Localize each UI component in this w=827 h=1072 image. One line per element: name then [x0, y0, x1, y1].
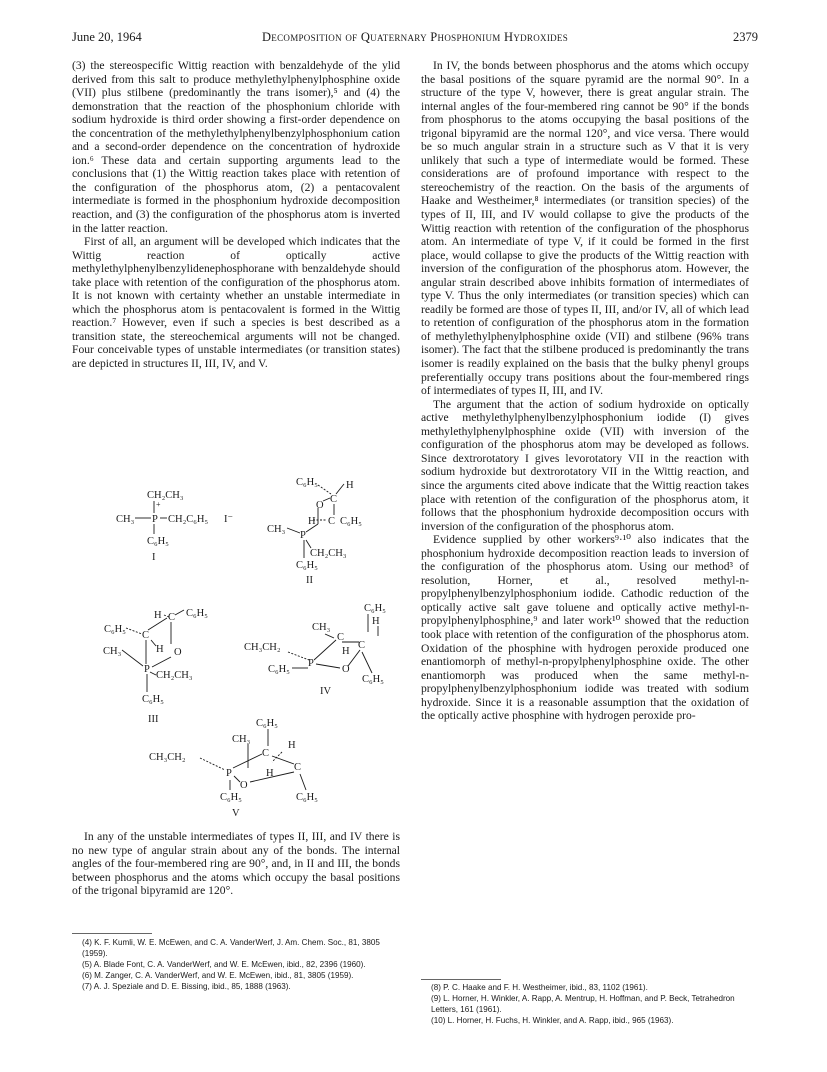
structure-I [116, 490, 233, 563]
atom-label: I⁻ [224, 514, 234, 525]
structure-number: I [152, 552, 156, 563]
right-column-text [421, 59, 749, 723]
atom-label: C₆H₅ [296, 792, 318, 803]
footnote: (7) A. J. Speziale and D. E. Bissing, ibid., 85, 1888 (1963). [82, 982, 291, 992]
atom-label: C [358, 640, 366, 651]
atom-label: CH₂CH₃ [156, 670, 193, 681]
atom-label: C [328, 516, 336, 527]
paragraph: (3) the stereospecific Wittig reaction with benzaldehyde of the ylid derived from this salt to produce methylethylphenylphosphine oxide (VII) plus stilbene (predominantly the trans isomer),⁵ and (4) the demonstration that the reaction of the phosphonium chloride with sodium hydroxide is third order showing a first-order dependence on the concentration of the methylethylphenylbenzylphosphonium cation and a second-order dependence on the concentration of hydroxide ion.⁶ These data and certain supporting arguments lead to the conclusions that (1) the Wittig reaction takes place with retention of the configuration of the phosphorus atom, (2) a pentacovalent intermediate is formed in the phosphonium hydroxide decomposition reaction, and (3) the configuration of the phosphorus atom is inverted in the latter reaction. [72, 59, 400, 235]
atom-label: CH₃ [116, 514, 135, 525]
atom-label: C [337, 632, 345, 643]
page-number: 2379 [733, 30, 758, 44]
footnote-rule [72, 933, 152, 934]
structure-number: II [306, 575, 313, 586]
atom-label: P [226, 768, 232, 779]
structures-figure [72, 470, 402, 820]
structure-IV [244, 603, 386, 697]
paragraph: First of all, an argument will be developed which indicates that the Wittig reaction of optically active methylethylphenylbenzylidenephosphorane with benzaldehyde should take place with retention of the configuration of the phosphorus atom. It is not known with certainty whether an unstable intermediate in which the phosphorus atom is pentacovalent is formed in the Wittig reaction.⁷ However, even if such a species is best described as a transition state, the stereochemical arguments will not be changed. Four conceivable types of unstable intermediates (or transition states) are depicted in structures II, III, IV, and V. [72, 235, 400, 371]
atom-label: H [288, 740, 296, 751]
footnote: (5) A. Blade Font, C. A. VanderWerf, and W. E. McEwen, ibid., 82, 2396 (1960). [82, 960, 366, 970]
atom-label: C₆H₅ [220, 792, 242, 803]
atom-label: CH₃ [312, 622, 331, 633]
atom-label: P [308, 658, 314, 669]
atom-label: C₆H₅ [147, 536, 169, 547]
structure-number: V [232, 808, 240, 819]
atom-label: C₆H₅ [142, 694, 164, 705]
atom-label: C₆H₅ [362, 674, 384, 685]
atom-label: H [308, 516, 316, 527]
atom-label: CH₃CH₂ [149, 752, 186, 763]
running-title: Decomposition of Quaternary Phosphonium Hydroxides [261, 30, 569, 44]
atom-label: P [300, 530, 306, 541]
footnotes-left [72, 937, 402, 992]
atom-label: H [342, 646, 350, 657]
atom-label: P [144, 664, 150, 675]
issue-date: June 20, 1964 [72, 30, 142, 44]
footnote-rule [421, 979, 501, 980]
atom-label: P [152, 514, 158, 525]
atom-label: C [330, 494, 338, 505]
charge-label: + [156, 500, 161, 509]
atom-label: CH₃ [267, 524, 286, 535]
structure-II [267, 477, 362, 586]
atom-label: O [342, 664, 350, 675]
atom-label: CH₃ [103, 646, 122, 657]
atom-label: H [266, 768, 274, 779]
left-column-text [72, 59, 400, 371]
atom-label: CH₃ [232, 734, 251, 745]
atom-label: H [372, 616, 380, 627]
atom-label: O [240, 780, 248, 791]
atom-label: CH₂CH₃ [147, 490, 184, 501]
atom-label: CH₃CH₂ [244, 642, 281, 653]
structure-number: IV [320, 686, 332, 697]
paragraph: Evidence supplied by other workers⁹·¹⁰ also indicates that the phosphonium hydroxide decomposition reaction leads to inversion of the configuration of the phosphorus atom. Using our method³ of resolution, Horner, et al., resolved methyl-n-propylphenylbenzylphosphonium iodide. Cathodic reduction of the optically active salt gave toluene and optically active methyl-n-propylphenylphosphine,⁹ and later work¹⁰ showed that the reduction took place with retention of the configuration of the phosphorus atom. Oxidation of the phosphine with hydrogen peroxide produced one enantiomorph of methyl-n-propylphenylphosphine oxide. The other enantiomorph was produced when the same methyl-n-propylphenylbenzylphosphonium iodide was treated with sodium hydroxide. Since it is a reasonable assumption that the oxidation of the optically active phosphine with hydrogen peroxide pro- [421, 533, 749, 723]
atom-label: C₆H₅ [268, 664, 290, 675]
atom-label: C₆H₅ [296, 560, 318, 571]
atom-label: C [294, 762, 302, 773]
atom-label: C₆H₅ [364, 603, 386, 614]
paragraph: In any of the unstable intermediates of types II, III, and IV there is no new type of angular strain about any of the bonds. The internal angles of the four-membered ring are 90°, and, in II and III, the bonds between phosphorus and the atoms which occupy the basal positions of the trigonal bipyramid are 120°. [72, 830, 400, 898]
atom-label: C₆H₅ [340, 516, 362, 527]
atom-label: CH₂C₆H₅ [168, 514, 209, 525]
footnote: (9) L. Horner, H. Winkler, A. Rapp, A. Mentrup, H. Hoffman, and P. Beck, Tetrahedron Letters, 161 (1961). [431, 994, 735, 1015]
atom-label: CH₂CH₃ [310, 548, 347, 559]
structures-drawing [72, 470, 402, 820]
left-column-bottom-text [72, 830, 400, 898]
atom-label: O [174, 647, 182, 658]
footnote: (10) L. Horner, H. Fuchs, H. Winkler, and A. Rapp, ibid., 965 (1963). [431, 1016, 674, 1026]
atom-label: C [262, 748, 270, 759]
footnote: (4) K. F. Kumli, W. E. McEwen, and C. A. VanderWerf, J. Am. Chem. Soc., 81, 3805 (1959). [82, 938, 380, 959]
footnote: (8) P. C. Haake and F. H. Westheimer, ibid., 83, 1102 (1961). [431, 983, 648, 992]
atom-label: C₆H₅ [256, 718, 278, 729]
atom-label: C₆H₅ [186, 608, 208, 619]
atom-label: O [316, 500, 324, 511]
page-header [72, 30, 758, 48]
structure-V [149, 718, 318, 819]
footnotes-right [421, 982, 751, 1026]
atom-label: C₆H₅ [104, 624, 126, 635]
atom-label: H [346, 480, 354, 491]
structure-number: III [148, 714, 159, 725]
footnote: (6) M. Zanger, C. A. VanderWerf, and W. E. McEwen, ibid., 81, 3805 (1959). [82, 971, 354, 981]
atom-label: H [154, 610, 162, 621]
atom-label: C [142, 630, 150, 641]
atom-label: C₆H₅ [296, 477, 318, 488]
paragraph: The argument that the action of sodium hydroxide on optically active methylethylphenylbenzylphosphonium iodide (I) gives methylethylphenylphosphine oxide (VII) with inversion of the configuration of the phosphorus atom may be developed as follows. Since dextrorotatory I gives levorotatory VII in the reaction with sodium hydroxide but dextrorotatory VII in the Wittig reaction, and since the arguments cited above indicate that the Wittig reaction takes place with retention of the configuration of the phosphorus atom, it follows that the phosphonium hydroxide decomposition occurs with inversion of the configuration of the phosphorus atom. [421, 397, 749, 533]
atom-label: C [168, 612, 176, 623]
atom-label: H [156, 644, 164, 655]
paragraph: In IV, the bonds between phosphorus and the atoms which occupy the basal positions of the square pyramid are the normal 90°. In a structure of the type V, however, there is great angular strain. The internal angles of the four-membered ring cannot be 90° if the bonds from phosphorus to the atoms occupying the basal positions of the trigonal bipyramid are the normal 120°, and vice versa. There would be so much angular strain in a structure such as V that it is very unlikely that such a type of intermediate would be formed. These considerations are of profound importance with respect to the stereochemistry of the reaction. On the basis of the arguments of Haake and Westheimer,⁸ intermediates (or transition species) of the types of II, III, and IV would collapse to give the products of the Wittig reaction with retention of the configuration of the phosphorus atom. An intermediate of type V, if it could be formed in the first place, would collapse to give the products of the Wittig reaction with inversion of the configuration of the phosphorus atom. However, the angular strain described above inhibits formation of intermediates of type V. Thus the only intermediates (or transition species) which can readily be formed are those of types II, III, and/or IV, all of which lead to retention of configuration of the phosphorus atom in the formation of methylethylphenylphosphine oxide (VII) and stilbene (96% trans isomer). The fact that the stilbene produced is predominantly the trans isomer is readily explained on the basis that the bulky phenyl groups preferentially occupy trans positions about the four-membered rings of intermediates of types II, III, and IV. [421, 59, 749, 398]
